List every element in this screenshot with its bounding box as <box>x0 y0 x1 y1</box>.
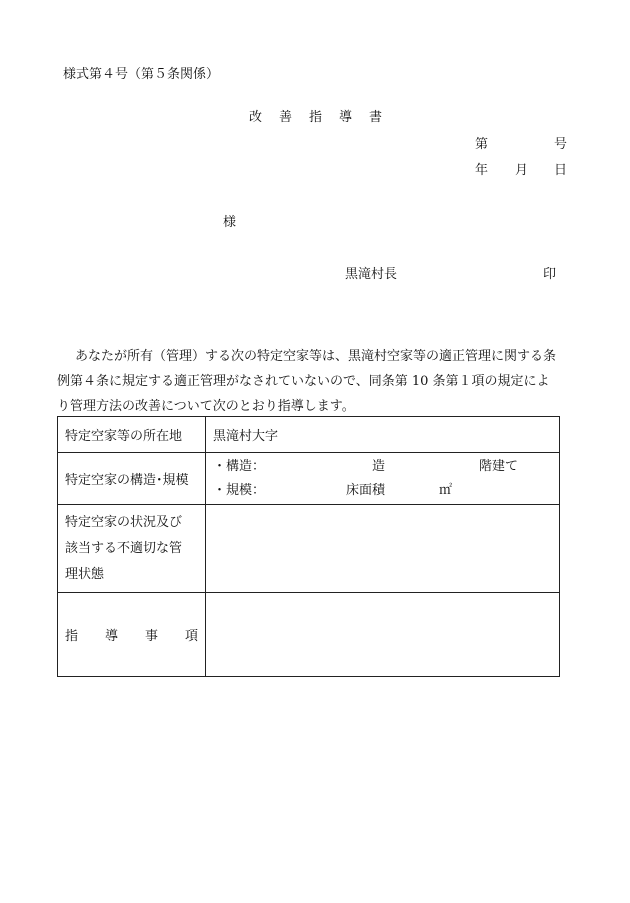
date-month: 月 <box>515 163 529 178</box>
scale-line <box>213 479 559 503</box>
status-label <box>58 505 206 593</box>
guidance-char: 指 <box>65 629 79 644</box>
scale-prefix: ・規模： <box>213 482 266 498</box>
status-value <box>206 505 560 593</box>
structure-label: 特定空家の構造･規模 <box>58 453 206 505</box>
document-number-prefix: 第 <box>475 137 489 152</box>
table-row <box>58 453 560 505</box>
structure-zou: 造 <box>372 458 386 474</box>
structure-prefix: ・構造： <box>213 458 266 474</box>
guidance-table <box>57 416 560 677</box>
body-paragraph <box>57 344 577 419</box>
title-char: 指 <box>309 110 323 125</box>
guidance-char: 導 <box>104 629 118 644</box>
structure-line <box>213 455 559 479</box>
location-label: 特定空家等の所在地 <box>58 417 206 453</box>
scale-unit: ㎡ <box>439 482 453 498</box>
date-day: 日 <box>554 163 568 178</box>
guidance-value <box>206 593 560 677</box>
seal-mark: 印 <box>543 267 557 282</box>
title-char: 書 <box>369 110 383 125</box>
status-label-line: 理状態 <box>65 566 105 582</box>
table-row <box>58 417 560 453</box>
issuer-name: 黒滝村長 <box>345 267 398 282</box>
document-number-suffix: 号 <box>554 137 568 152</box>
document-title <box>249 111 399 124</box>
table-row <box>58 593 560 677</box>
body-line: あなたが所有（管理）する次の特定空家等は、黒滝村空家等の適正管理に関する条 <box>75 349 557 364</box>
guidance-char: 事 <box>144 629 158 644</box>
title-char: 善 <box>279 110 293 125</box>
status-label-line: 該当する不適切な管 <box>65 540 183 556</box>
structure-floors: 階建て <box>479 458 519 474</box>
form-number: 様式第４号（第５条関係） <box>63 67 220 82</box>
guidance-char: 項 <box>184 629 198 644</box>
structure-value <box>206 453 560 505</box>
addressee-honorific: 様 <box>223 215 237 230</box>
location-value: 黒滝村大字 <box>206 417 560 453</box>
title-char: 導 <box>339 110 353 125</box>
date-year: 年 <box>475 163 489 178</box>
body-line: り管理方法の改善について次のとおり指導します。 <box>57 399 355 414</box>
body-line: 例第４条に規定する適正管理がなされていないので、同条第 10 条第１項の規定によ <box>57 374 550 389</box>
guidance-label <box>58 593 206 677</box>
table-row <box>58 505 560 593</box>
title-char: 改 <box>249 110 263 125</box>
scale-area-label: 床面積 <box>346 482 386 498</box>
status-label-line: 特定空家の状況及び <box>65 514 183 530</box>
